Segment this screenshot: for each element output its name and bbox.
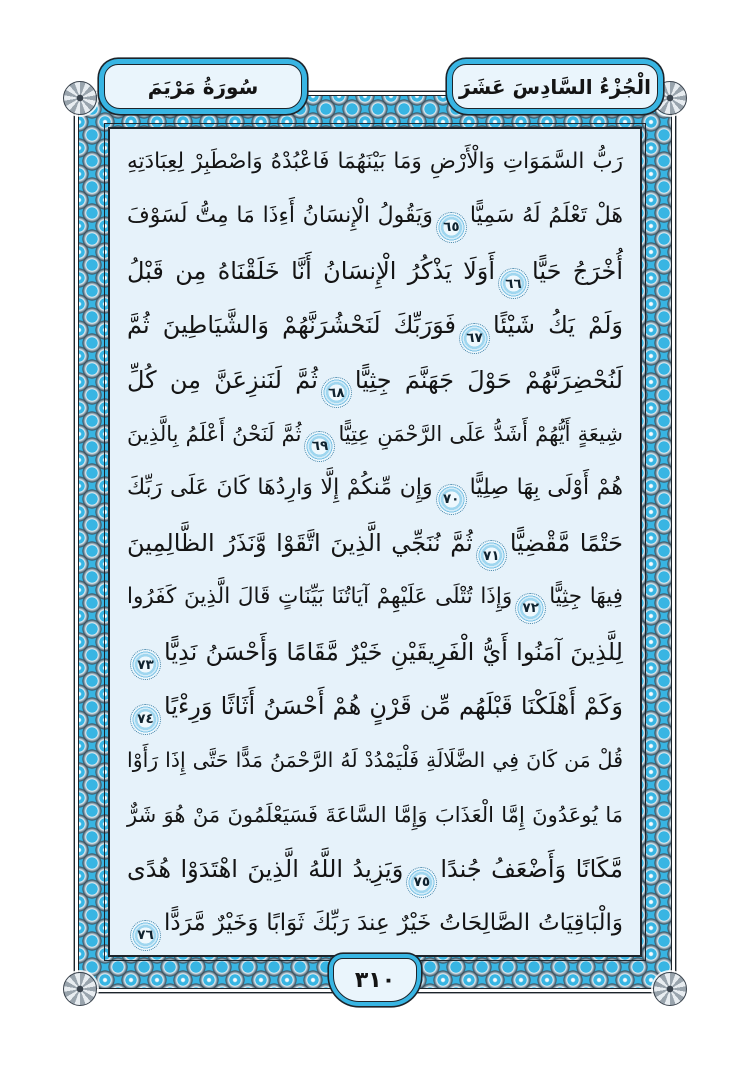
- quran-line: [127, 733, 623, 787]
- ayah-text: مَا يُوعَدُونَ إِمَّا الْعَذَابَ وَإِمَّا السَّاعَةَ فَسَيَعْلَمُونَ مَنْ هُوَ شَرٌّ: [127, 802, 623, 827]
- ayah-number-medallion: ٦٧: [459, 323, 490, 354]
- ayah-number-medallion: ٧٢: [515, 593, 546, 624]
- text-panel: [108, 127, 642, 957]
- ayah-text: ثُمَّ نُنَجِّي الَّذِينَ اتَّقَوْا وَّنَذَرُ الظَّالِمِينَ: [127, 528, 473, 557]
- ayah-text: شِيعَةٍ أَيُّهُمْ أَشَدُّ عَلَى الرَّحْمَنِ عِتِيًّا: [338, 421, 623, 446]
- quran-line: [127, 135, 623, 189]
- quran-line: [127, 570, 623, 624]
- quran-line: [127, 189, 623, 243]
- ayah-text: ثُمَّ لَنَحْنُ أَعْلَمُ بِالَّذِينَ: [127, 421, 302, 446]
- ayah-text: هَلْ تَعْلَمُ لَهُ سَمِيًّا: [469, 203, 623, 229]
- page-number: ٣١٠: [354, 967, 396, 993]
- ayah-text: أَوَلَا يَذْكُرُ الْإِنسَانُ أَنَّا خَلَقْنَاهُ مِن قَبْلُ: [127, 256, 496, 285]
- surah-title-cartouche: [104, 64, 302, 109]
- ayah-number-medallion: ٧١: [476, 540, 507, 571]
- quran-line: [127, 896, 623, 950]
- ayah-number-medallion: ٦٦: [498, 268, 529, 299]
- corner-rosette-icon: [63, 81, 97, 115]
- ayah-number-medallion: ٦٩: [304, 431, 335, 462]
- ayah-text: وَيَزِيدُ اللَّهُ الَّذِينَ اهْتَدَوْا هُدًى: [127, 855, 404, 884]
- corner-rosette-icon: [653, 81, 687, 115]
- quran-line: [127, 461, 623, 515]
- ayah-number-medallion: ٧٣: [130, 649, 161, 680]
- ayah-number-medallion: ٧٠: [436, 484, 467, 515]
- ayah-text: وَيَقُولُ الْإِنسَانُ أَءِذَا مَا مِتُّ لَسَوْفَ: [127, 203, 433, 229]
- ayah-text: أُخْرَجُ حَيًّا: [532, 256, 623, 285]
- juz-title-cartouche: [452, 64, 658, 109]
- corner-rosette-icon: [653, 972, 687, 1006]
- ayah-text: رَبُّ السَّمَوَاتِ وَالْأَرْضِ وَمَا بَيْنَهُمَا فَاعْبُدْهُ وَاصْطَبِرْ لِعِبَادَتِهِ: [127, 149, 623, 174]
- ayah-text: فِيهَا جِثِيًّا: [549, 584, 623, 610]
- ayah-text: مَّكَانًا وَأَضْعَفُ جُندًا: [440, 855, 623, 884]
- quran-lines: [110, 129, 640, 955]
- quran-line: [127, 244, 623, 298]
- ayah-text: فَوَرَبِّكَ لَنَحْشُرَنَّهُمْ وَالشَّيَاطِينَ ثُمَّ: [127, 311, 457, 340]
- page-number-tab: [333, 958, 417, 1002]
- ayah-text: وَإِن مِّنكُمْ إِلَّا وَارِدُهَا كَانَ عَلَى رَبِّكَ: [127, 475, 433, 501]
- quran-line: [127, 516, 623, 570]
- quran-line: [127, 353, 623, 407]
- ayah-text: لَنُحْضِرَنَّهُمْ حَوْلَ جَهَنَّمَ جِثِيًّا: [354, 365, 623, 394]
- ayah-text: وَلَمْ يَكُ شَيْئًا: [493, 311, 623, 340]
- ayah-text: وَكَمْ أَهْلَكْنَا قَبْلَهُم مِّن قَرْنٍ هُمْ أَحْسَنُ أَثَاثًا وَرِءْيًا: [164, 691, 623, 720]
- juz-title: الْجُزْءُ السَّادِسَ عَشَرَ: [459, 74, 651, 99]
- ayah-text: قُلْ مَن كَانَ فِي الضَّلَالَةِ فَلْيَمْدُدْ لَهُ الرَّحْمَنُ مَدًّا حَتَّى إِذَا رَأَوْا: [127, 748, 623, 773]
- ayah-text: وَالْبَاقِيَاتُ الصَّالِحَاتُ خَيْرٌ عِندَ رَبِّكَ ثَوَابًا وَخَيْرٌ مَّرَدًّا: [164, 910, 623, 937]
- quran-line: [127, 679, 623, 733]
- ayah-text: لِلَّذِينَ آمَنُوا أَيُّ الْفَرِيقَيْنِ خَيْرٌ مَّقَامًا وَأَحْسَنُ نَدِيًّا: [164, 637, 623, 666]
- quran-line: [127, 625, 623, 679]
- quran-line: [127, 407, 623, 461]
- ayah-text: وَإِذَا تُتْلَى عَلَيْهِمْ آيَاتُنَا بَيِّنَاتٍ قَالَ الَّذِينَ كَفَرُوا: [127, 584, 513, 610]
- ayah-number-medallion: ٧٥: [406, 867, 437, 898]
- quran-line: [127, 298, 623, 352]
- quran-line: [127, 842, 623, 896]
- surah-title: سُورَةُ مَرْيَمَ: [147, 74, 259, 99]
- ayah-number-medallion: ٧٤: [130, 704, 161, 735]
- ayah-number-medallion: ٦٥: [436, 212, 467, 243]
- corner-rosette-icon: [63, 972, 97, 1006]
- ayah-text: ثُمَّ لَنَنزِعَنَّ مِن كُلِّ: [127, 365, 318, 394]
- quran-line: [127, 788, 623, 842]
- ayah-number-medallion: ٧٦: [130, 920, 161, 951]
- ayah-number-medallion: ٦٨: [321, 377, 352, 408]
- ayah-text: هُمْ أَوْلَى بِهَا صِلِيًّا: [469, 475, 623, 501]
- ayah-text: حَتْمًا مَّقْضِيًّا: [509, 528, 623, 557]
